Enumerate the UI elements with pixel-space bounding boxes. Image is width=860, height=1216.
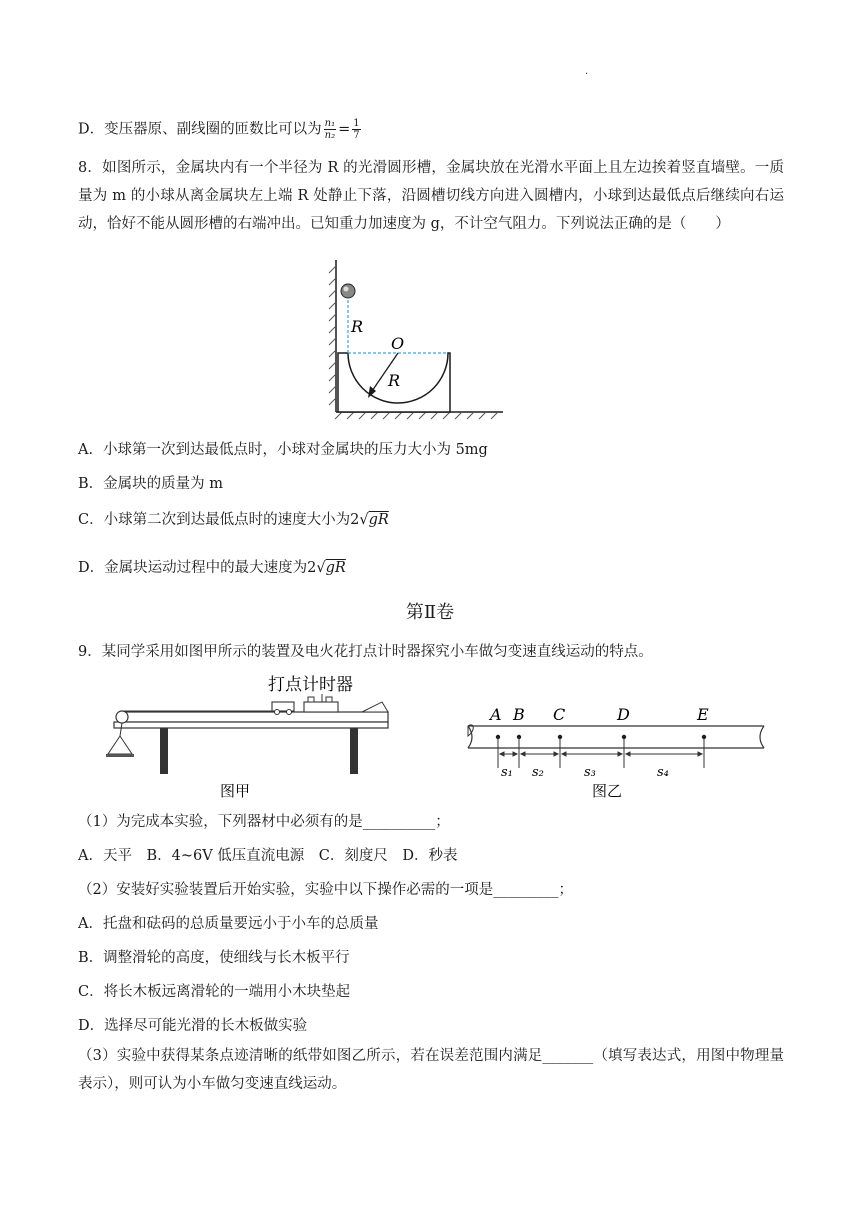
q8-option-c: C．小球第二次到达最低点时的速度大小为2√gR [78, 512, 389, 528]
q9-sub1: （1）为完成本实验，下列器材中必须有的是__________； [78, 814, 450, 830]
q9-sub2-option-a: A．托盘和砝码的总质量要远小于小车的总质量 [78, 916, 379, 932]
label-o: O [391, 334, 405, 353]
q9-sub1-options: A．天平 B．4~6V 低压直流电源 C．刻度尺 D．秒表 [78, 848, 458, 864]
point-label-b: B [513, 705, 525, 724]
point-label-c: C [553, 705, 566, 724]
header-dot: . [585, 66, 589, 77]
label-r-drop: R [351, 317, 364, 336]
point-label-d: D [617, 705, 630, 724]
segment-label-s4: s₄ [657, 765, 669, 780]
q7-option-d [78, 118, 363, 141]
q9-figure-a [100, 668, 392, 802]
timer-label: 打点计时器 [268, 675, 353, 695]
q9-sub2-option-b: B．调整滑轮的高度，使细线与长木板平行 [78, 950, 350, 966]
section-title: 第Ⅱ卷 [405, 602, 455, 623]
q9-stem: 9．某同学采用如图甲所示的装置及电火花打点计时器探究小车做匀变速直线运动的特点。 [78, 644, 653, 660]
q9-sub2-option-d: D．选择尽可能光滑的长木板做实验 [78, 1018, 308, 1034]
q8-option-d: D．金属块运动过程中的最大速度为2√gR [78, 560, 346, 576]
segment-label-s2: s₂ [532, 765, 544, 780]
q7-fraction-n: $\frac{\text{n₁}}{\text{n₂}}$ [324, 118, 336, 141]
q9-figure-b [464, 700, 768, 802]
q7-fraction-value: $\frac{1}{7}$ [353, 118, 360, 141]
q9-sub2-option-c: C．将长木板远离滑轮的一端用小木块垫起 [78, 984, 351, 1000]
label-r-radius: R [388, 371, 401, 390]
segment-label-s3: s₃ [584, 765, 596, 780]
q8-figure [318, 258, 508, 422]
q8-option-c-radicand: gR [368, 512, 389, 528]
q8-stem: 8．如图所示，金属块内有一个半径为 R 的光滑圆形槽，金属块放在光滑水平面上且左边挨着竖直墙壁。一质量为 m 的小球从离金属块左上端 R 处静止下落，沿圆槽切线方向进入圆槽内，小球到达最低点后继续向右运动，恰好不能从圆形槽的右端冲出。已知重力加速度为 g，不计空气阻力。下列说法正确的是（ ） [78, 160, 784, 232]
q7-equals: = [338, 121, 351, 138]
q7-option-d-text: D．变压器原、副线圈的匝数比可以为 [78, 121, 322, 138]
q8-option-a: A．小球第一次到达最低点时，小球对金属块的压力大小为 5mg [78, 442, 488, 458]
fig-a-caption: 图甲 [220, 782, 251, 800]
point-label-e: E [697, 705, 709, 724]
q8-option-c-coef: 2 [350, 512, 360, 528]
q8-option-b: B．金属块的质量为 m [78, 476, 224, 492]
segment-label-s1: s₁ [501, 765, 513, 780]
q8-option-d-radicand: gR [325, 560, 346, 576]
point-label-a: A [490, 705, 502, 724]
q8-option-d-coef: 2 [307, 560, 317, 576]
fig-b-caption: 图乙 [592, 782, 623, 800]
q9-sub2: （2）安装好实验装置后开始实验，实验中以下操作必需的一项是_________； [78, 882, 573, 898]
q9-sub3: （3）实验中获得某条点迹清晰的纸带如图乙所示，若在误差范围内满足_______（填写表达式，用图中物理量表示），则可认为小车做匀变速直线运动。 [78, 1048, 784, 1092]
